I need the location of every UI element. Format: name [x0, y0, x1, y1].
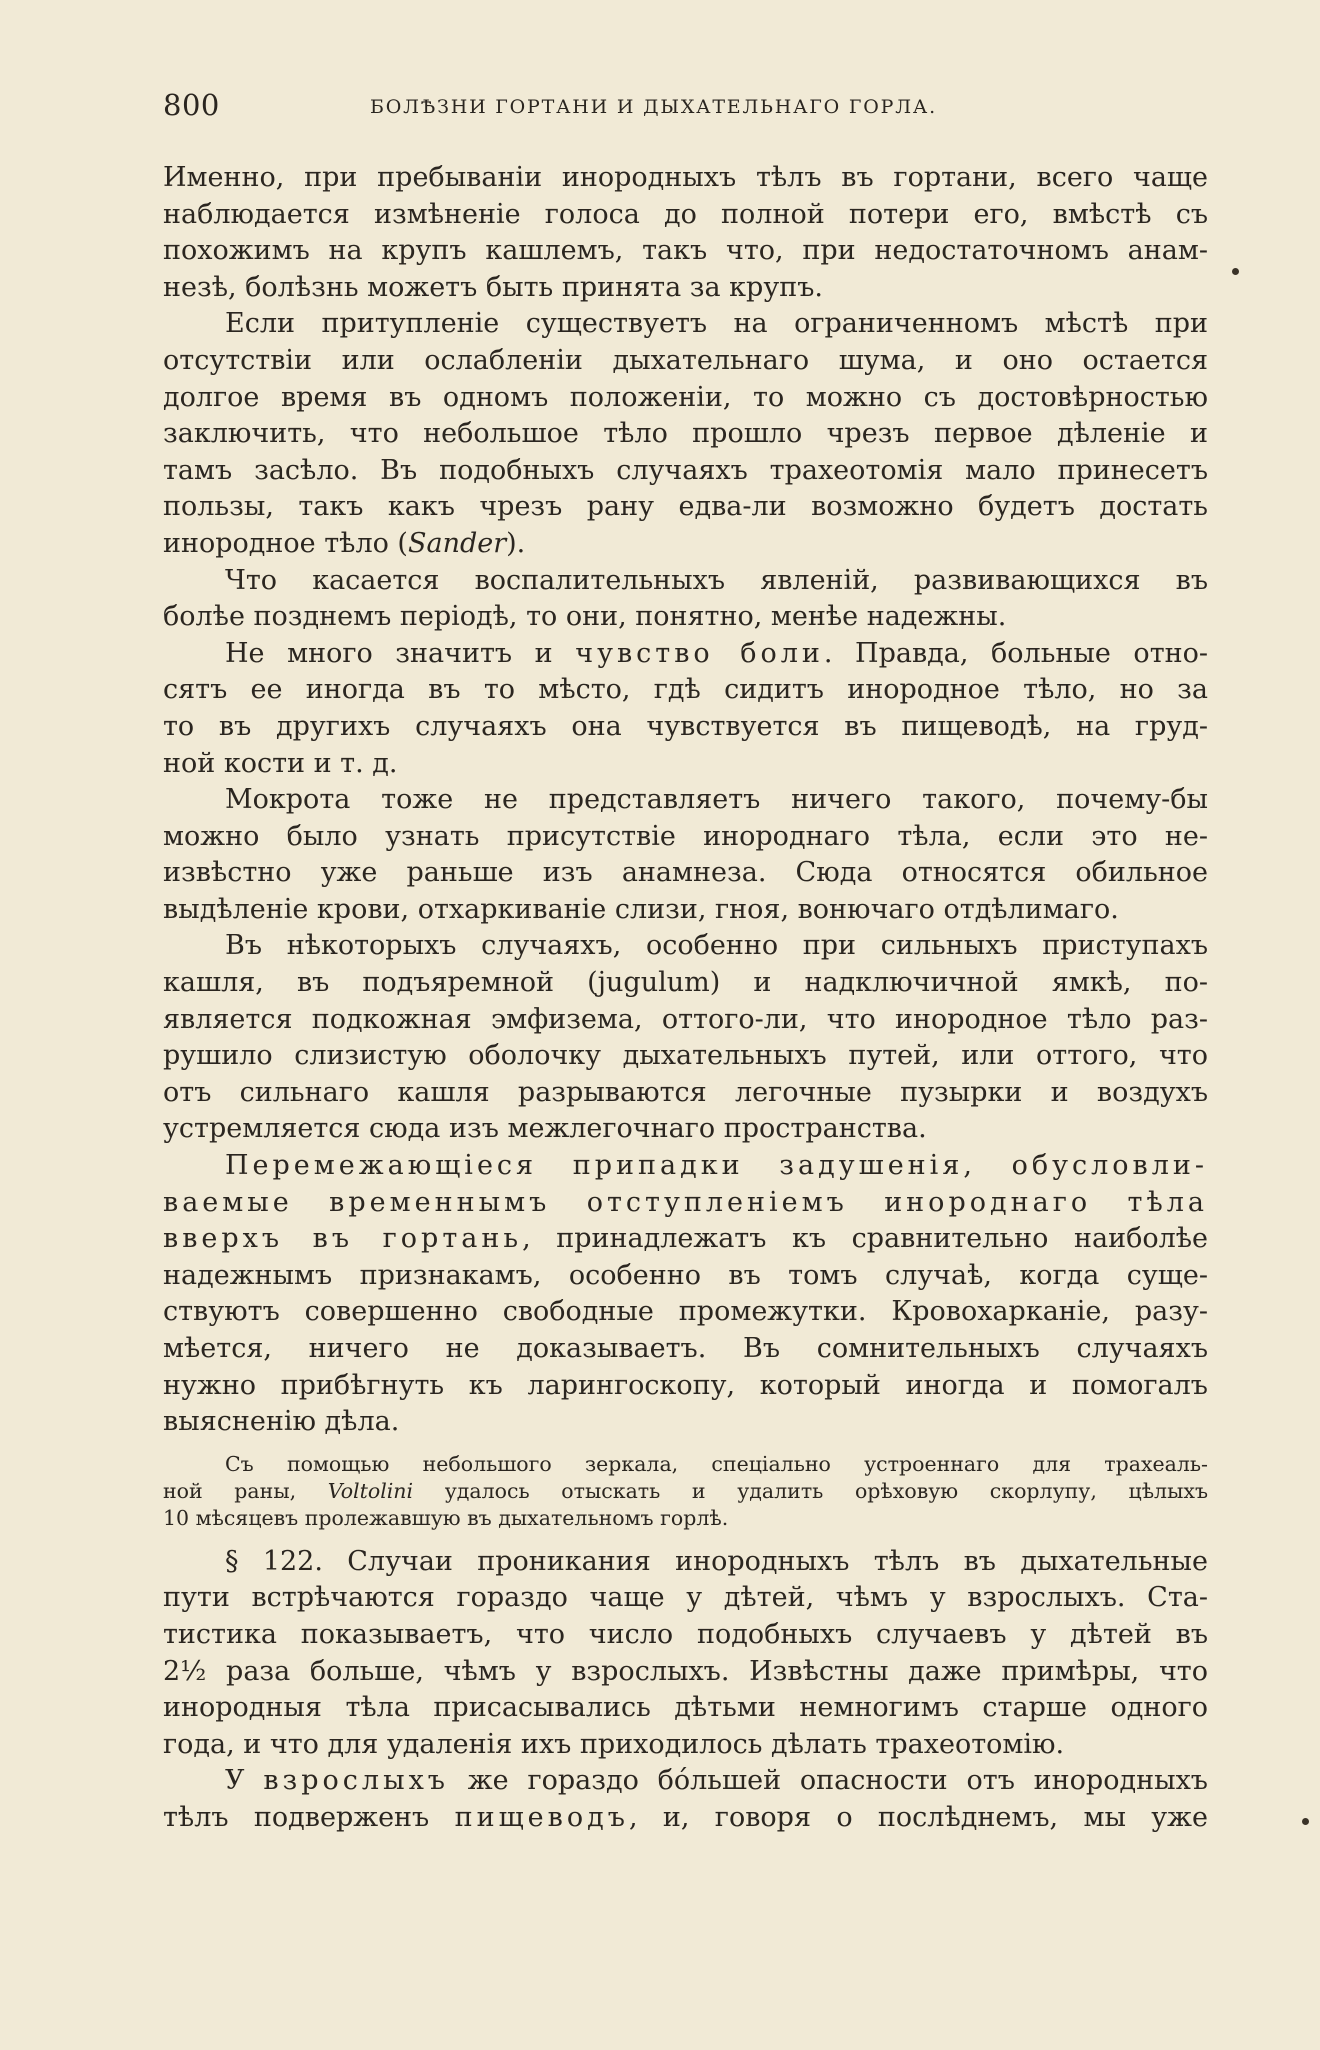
text-line: кашля, въ подъяремной (jugulum) и надключичной ямкѣ, по-	[163, 967, 1208, 999]
body-text	[163, 160, 1208, 1837]
text-run: инородное тѣло (	[163, 527, 408, 559]
spaced-term: пищеводъ	[454, 1801, 629, 1833]
spaced-text-line: ваемые временнымъ отступленіемъ инороднаго тѣла	[163, 1186, 1208, 1218]
text-line: Что касается воспалительныхъ явленій, развивающихся въ	[225, 564, 1208, 596]
text-line	[163, 526, 1208, 563]
section-heading-line: § 122. Случаи проникания инородныхъ тѣлъ въ дыхательные	[225, 1545, 1208, 1577]
text-line: наблюдается измѣненіе голоса до полной потери его, вмѣстѣ съ	[163, 198, 1208, 230]
text-line: пути встрѣчаются гораздо чаще у дѣтей, чѣмъ у взрослыхъ. Ста-	[163, 1582, 1208, 1614]
text-run: ной раны,	[163, 1478, 328, 1503]
text-line: долгое время въ одномъ положеніи, то можно съ достовѣрностью	[163, 381, 1208, 413]
text-line: устремляется сюда изъ межлегочнаго пространства.	[163, 1113, 927, 1145]
text-line: Если притупленіе существуетъ на ограниченномъ мѣстѣ при	[225, 308, 1208, 340]
text-line: похожимъ на крупъ кашлемъ, такъ что, при недостаточномъ анам-	[163, 235, 1208, 267]
text-line: сятъ ее иногда въ то мѣсто, гдѣ сидитъ инородное тѣло, но за	[163, 674, 1208, 706]
text-run: . Правда, больные отно-	[823, 637, 1209, 669]
text-line: Именно, при пребываніи инородныхъ тѣлъ въ гортани, всего чаще	[163, 162, 1208, 193]
text-line: тамъ засѣло. Въ подобныхъ случаяхъ трахеотомія мало принесетъ	[163, 454, 1208, 486]
text-run: Не много значитъ и	[225, 637, 576, 669]
note-line: Съ помощью небольшого зеркала, спеціально устроеннаго для трахеаль-	[225, 1451, 1208, 1476]
spaced-text-line: Перемежающіеся припадки задушенія, обусловли-	[225, 1150, 1208, 1182]
page-header	[163, 88, 1208, 128]
text-line: нужно прибѣгнуть къ ларингоскопу, который иногда и помогалъ	[163, 1369, 1208, 1401]
text-line: рушило слизистую оболочку дыхательныхъ путей, или оттого, что	[163, 1040, 1208, 1072]
text-line	[163, 636, 1208, 673]
text-run: , и, говоря о послѣднемъ, мы уже	[628, 1801, 1209, 1833]
text-line	[163, 1800, 1208, 1837]
running-head: БОЛѢЗНИ ГОРТАНИ И ДЫХАТЕЛЬНАГО ГОРЛА.	[370, 96, 937, 118]
text-line: можно было узнать присутствіе инороднаго тѣла, если это не-	[163, 820, 1208, 852]
text-line: заключить, что небольшое тѣло прошло чрезъ первое дѣленіе и	[163, 418, 1208, 450]
note-line: 10 мѣсяцевъ пролежавшую въ дыхательномъ горлѣ.	[163, 1505, 729, 1530]
page-number: 800	[163, 88, 220, 122]
text-line: извѣстно уже раньше изъ анамнеза. Сюда относятся обильное	[163, 857, 1208, 889]
text-line: болѣе позднемъ періодѣ, то они, понятно, менѣе надежны.	[163, 601, 1007, 633]
text-line: отъ сильнаго кашля разрываются легочные пузырки и воздухъ	[163, 1076, 1208, 1108]
author-citation: Sander	[407, 527, 507, 559]
text-line: выдѣленіе крови, отхаркиваніе слизи, гноя, вонючаго отдѣлимаго.	[163, 893, 1119, 925]
spaced-term: взрослыхъ	[263, 1765, 449, 1797]
text-run: тѣлъ подверженъ	[163, 1801, 455, 1833]
text-line: то въ другихъ случаяхъ она чувствуется въ пищеводѣ, на груд-	[163, 710, 1208, 742]
text-line: пользы, такъ какъ чрезъ рану едва-ли возможно будетъ достать	[163, 491, 1208, 523]
text-line: незѣ, болѣзнь можетъ быть принята за крупъ.	[163, 271, 823, 303]
note-line	[163, 1478, 1208, 1505]
text-run: удалось отыскать и удалить орѣховую скорлупу, цѣлыхъ	[413, 1478, 1208, 1503]
text-line: 2½ раза больше, чѣмъ у взрослыхъ. Извѣстны даже примѣры, что	[163, 1655, 1208, 1687]
text-line: Мокрота тоже не представляетъ ничего такого, почему-бы	[225, 784, 1208, 816]
author-citation: Voltolini	[327, 1478, 414, 1503]
text-line: тистика показываетъ, что число подобныхъ случаевъ у дѣтей въ	[163, 1618, 1208, 1650]
text-run: же гораздо бо́льшей опасности отъ инородныхъ	[448, 1765, 1208, 1797]
text-line	[163, 1221, 1208, 1258]
text-line: выясненію дѣла.	[163, 1406, 400, 1438]
footnote-block	[163, 1451, 1208, 1532]
text-line: ной кости и т. д.	[163, 747, 398, 779]
text-line: надежнымъ признакамъ, особенно въ томъ случаѣ, когда суще-	[163, 1259, 1208, 1291]
text-run: У	[225, 1765, 264, 1797]
text-line: года, и что для удаленія ихъ приходилось дѣлать трахеотомію.	[163, 1728, 1065, 1760]
text-line: Въ нѣкоторыхъ случаяхъ, особенно при сильныхъ приступахъ	[225, 930, 1208, 962]
text-line: ствуютъ совершенно свободные промежутки. Кровохарканіе, разу-	[163, 1296, 1208, 1328]
text-line: отсутствіи или ослабленіи дыхательнаго шума, и оно остается	[163, 344, 1208, 376]
text-line: является подкожная эмфизема, оттого-ли, что инородное тѣло раз-	[163, 1003, 1208, 1035]
spaced-term: вверхъ въ гортань	[163, 1223, 523, 1255]
text-line	[163, 1763, 1208, 1800]
spaced-term: чувство боли	[575, 637, 824, 669]
text-line: инородныя тѣла присасывались дѣтьми немногимъ старше одного	[163, 1692, 1208, 1724]
ink-speck	[1302, 1818, 1309, 1825]
text-run: ).	[506, 527, 526, 559]
ink-speck	[1232, 268, 1239, 275]
text-line: мѣется, ничего не доказываетъ. Въ сомнительныхъ случаяхъ	[163, 1333, 1208, 1364]
text-run: , принадлежатъ къ сравнительно наиболѣе	[522, 1223, 1208, 1255]
